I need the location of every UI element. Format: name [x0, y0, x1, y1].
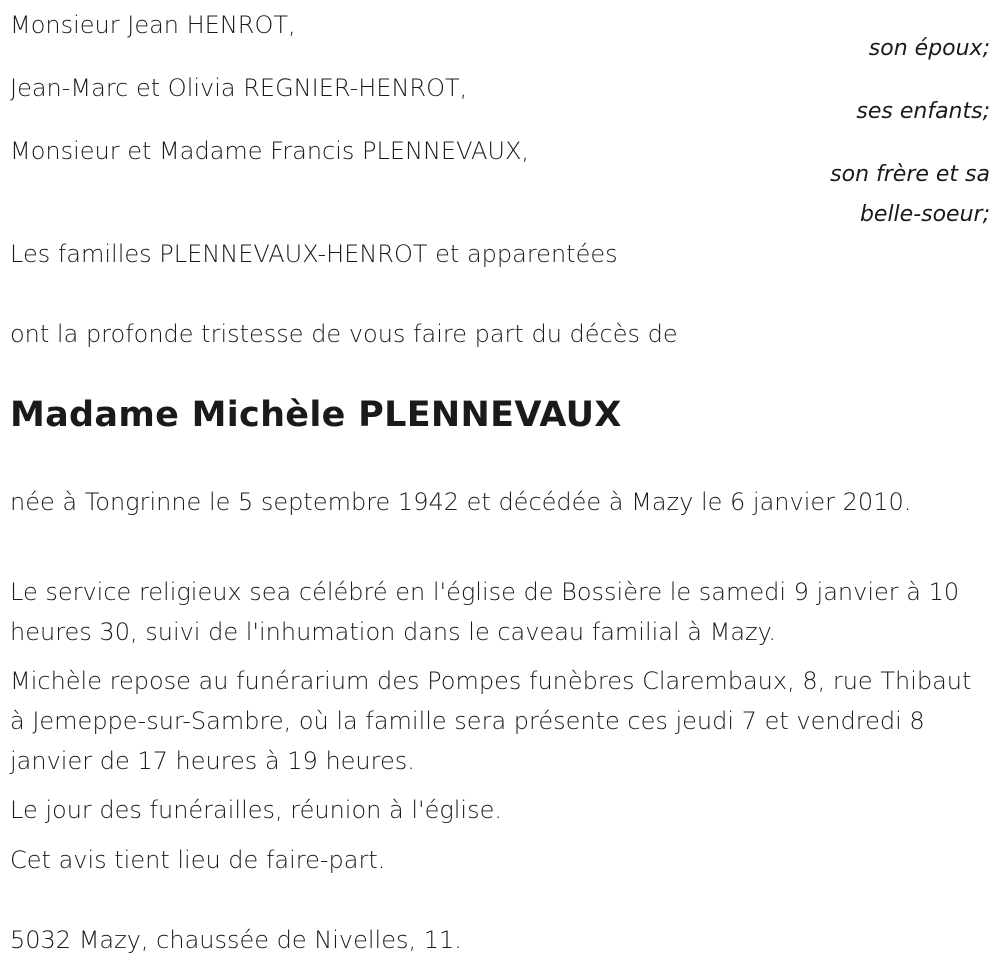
role-spouse: son époux; [868, 36, 990, 61]
announcement-line: ont la profonde tristesse de vous faire part du décès de [10, 320, 678, 348]
role-siblings-line1: son frère et sa [830, 162, 990, 187]
address-line: 5032 Mazy, chaussée de Nivelles, 11. [10, 926, 462, 954]
role-children: ses enfants; [856, 99, 990, 124]
funeral-day-paragraph: Le jour des funérailles, réunion à l'église. [10, 796, 502, 824]
obituary-notice [10, 0, 990, 975]
role-siblings [830, 155, 990, 235]
deceased-name: Madame Michèle PLENNEVAUX [10, 395, 622, 435]
birth-death-paragraph: née à Tongrinne le 5 septembre 1942 et décédée à Mazy le 6 janvier 2010. [10, 488, 912, 516]
funerarium-paragraph: Michèle repose au funérarium des Pompes funèbres Clarembaux, 8, rue Thibaut à Jemeppe-sur-Sambre, où la famille sera présente ces jeudi 7 et vendredi 8 janvier de 17 heures à 19 heures. [10, 667, 972, 775]
service-paragraph: Le service religieux sea célébré en l'église de Bossière le samedi 9 janvier à 10 heures 30, suivi de l'inhumation dans le caveau familial à Mazy. [10, 578, 960, 646]
family-member-children: Jean-Marc et Olivia REGNIER-HENROT, [10, 74, 468, 102]
family-member-siblings: Monsieur et Madame Francis PLENNEVAUX, [10, 137, 530, 165]
role-siblings-line2: belle-soeur; [859, 202, 990, 227]
families-line: Les familles PLENNEVAUX-HENROT et apparentées [10, 240, 618, 268]
notice-paragraph: Cet avis tient lieu de faire-part. [10, 846, 386, 874]
family-member-spouse: Monsieur Jean HENROT, [10, 11, 296, 39]
